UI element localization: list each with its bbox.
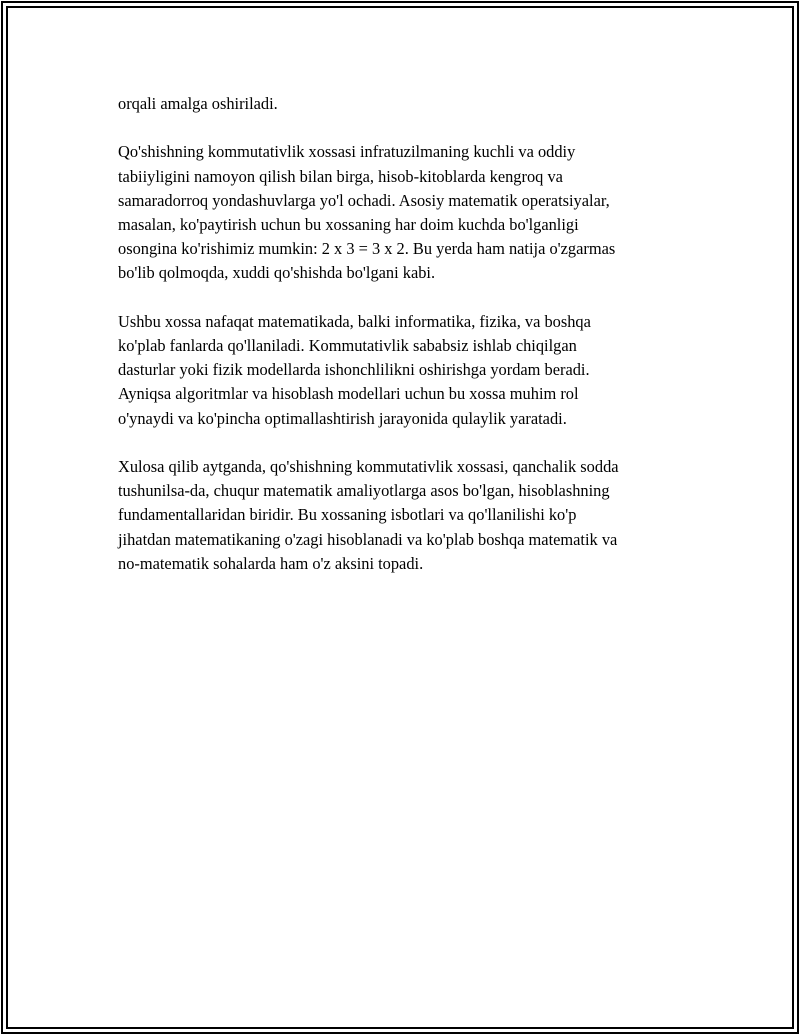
- text-line: tushunilsa-da, chuqur matematik amaliyotlarga asos bo'lgan, hisoblashning: [118, 481, 610, 501]
- text-line: o'ynaydi va ko'pincha optimallashtirish jarayonida qulaylik yaratadi.: [118, 408, 567, 428]
- text-line: Xulosa qilib aytganda, qo'shishning kommutativlik xossasi, qanchalik sodda: [118, 457, 619, 476]
- text-line: masalan, ko'paytirish uchun bu xossaning har doim kuchda bo'lganligi: [118, 215, 579, 234]
- text-line: Ayniqsa algoritmlar va hisoblash modellari uchun bu xossa muhim rol: [118, 384, 579, 404]
- text-line: bo'lib qolmoqda, xuddi qo'shishda bo'lgani kabi.: [118, 263, 436, 283]
- text-line: fundamentallaridan biridir. Bu xossaning isbotlari va qo'llanilishi ko'p: [118, 505, 577, 525]
- text-line: Ushbu xossa nafaqat matematikada, balki informatika, fizika, va boshqa: [118, 311, 591, 331]
- paragraph-1: [118, 92, 700, 116]
- paragraph-2: [118, 140, 700, 285]
- text-line: osongina ko'rishimiz mumkin: 2 x 3 = 3 x 2. Bu yerda ham natija o'zgarmas: [118, 239, 616, 259]
- text-line: Qo'shishning kommutativlik xossasi infratuzilmaning kuchli va oddiy: [118, 142, 576, 162]
- text-line: ko'plab fanlarda qo'llaniladi. Kommutativlik sababsiz ishlab chiqilgan: [118, 336, 577, 355]
- document-body: [118, 92, 700, 600]
- paragraph-3: [118, 310, 700, 431]
- text-line: jihatdan matematikaning o'zagi hisoblanadi va ko'plab boshqa matematik va: [118, 529, 618, 549]
- text-line: tabiiyligini namoyon qilish bilan birga, hisob-kitoblarda kengroq va: [118, 166, 563, 186]
- paragraph-4: [118, 455, 700, 576]
- text-line: orqali amalga oshiriladi.: [118, 94, 278, 113]
- text-line: samaradorroq yondashuvlarga yo'l ochadi. Asosiy matematik operatsiyalar,: [118, 190, 610, 210]
- text-line: no-matematik sohalarda ham o'z aksini topadi.: [118, 553, 424, 573]
- text-line: dasturlar yoki fizik modellarda ishonchlilikni oshirishga yordam beradi.: [118, 360, 590, 380]
